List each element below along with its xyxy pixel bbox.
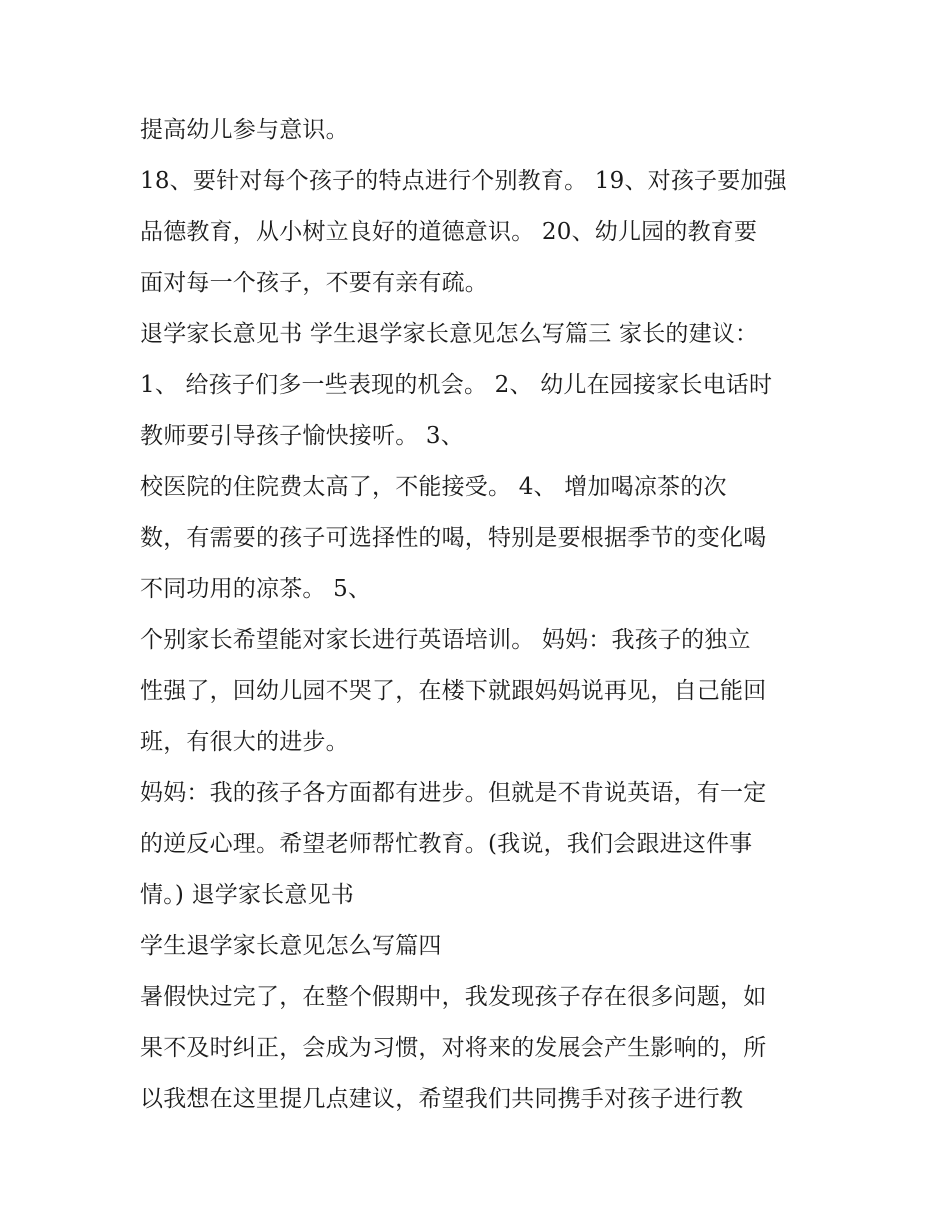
- text-line: 品德教育，从小树立良好的道德意识。 20、幼儿园的教育要: [140, 219, 758, 245]
- text-line: 果不及时纠正，会成为习惯，对将来的发展会产生影响的，所: [140, 1035, 767, 1061]
- text-line: 数，有需要的孩子可选择性的喝，特别是要根据季节的变化喝: [140, 525, 767, 551]
- text-line: 妈妈：我的孩子各方面都有进步。但就是不肯说英语，有一定: [140, 780, 767, 806]
- text-line: 班，有很大的进步。: [140, 729, 349, 755]
- document-body: [140, 111, 820, 1131]
- text-line: 个别家长希望能对家长进行英语培训。 妈妈：我孩子的独立: [140, 627, 751, 653]
- text-line: 情。) 退学家长意见书: [140, 882, 354, 908]
- text-line: 教师要引导孩子愉快接听。 3、: [140, 423, 464, 449]
- text-line: 校医院的住院费太高了，不能接受。 4、 增加喝凉茶的次: [140, 474, 727, 500]
- text-line: 提高幼儿参与意识。: [140, 117, 349, 143]
- section-heading-line: 学生退学家长意见怎么写篇四: [140, 933, 442, 959]
- text-line: 的逆反心理。希望老师帮忙教育。(我说，我们会跟进这件事: [140, 831, 753, 857]
- text-line: 以我想在这里提几点建议，希望我们共同携手对孩子进行教: [140, 1086, 744, 1112]
- text-line: 面对每一个孩子，不要有亲有疏。: [140, 270, 488, 296]
- text-line: 性强了，回幼儿园不哭了，在楼下就跟妈妈说再见，自己能回: [140, 678, 767, 704]
- section-heading-line: 退学家长意见书 学生退学家长意见怎么写篇三 家长的建议：: [140, 321, 759, 347]
- text-line: 暑假快过完了，在整个假期中，我发现孩子存在很多问题，如: [140, 984, 767, 1010]
- text-line: 1、 给孩子们多一些表现的机会。 2、 幼儿在园接家长电话时: [140, 372, 773, 398]
- text-line: 不同功用的凉茶。 5、: [140, 576, 372, 602]
- text-line: 18、要针对每个孩子的特点进行个别教育。 19、对孩子要加强: [140, 168, 787, 194]
